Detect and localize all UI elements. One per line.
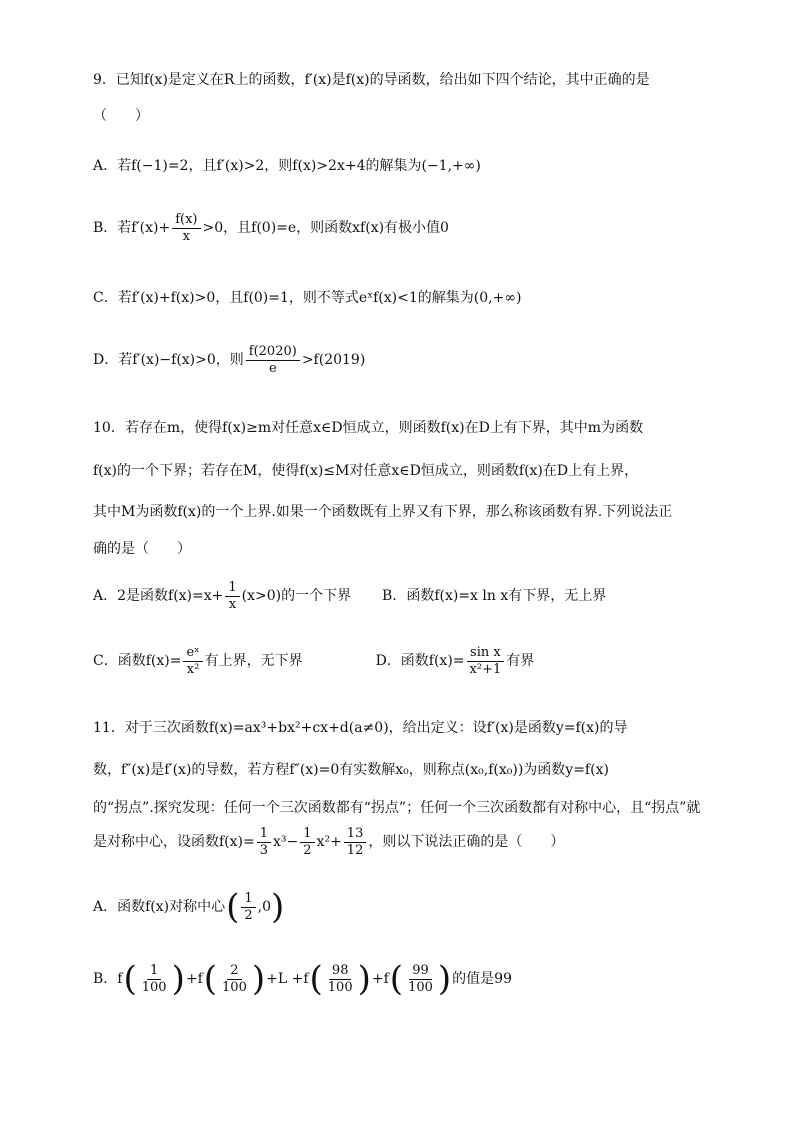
q10-option-d-post: 有界 bbox=[506, 653, 535, 670]
q11-option-a-post: ,0 bbox=[257, 898, 272, 915]
q9-option-b-pre: B．若f′(x)+ bbox=[93, 220, 171, 237]
q11-option-b-mid-2: +L +f bbox=[266, 971, 309, 987]
q11-line4-mid-1: x³− bbox=[273, 834, 299, 851]
fraction-denominator: x bbox=[228, 596, 237, 612]
q10-stem-line3: 其中M为函数f(x)的一个上界.如果一个函数既有上界又有下界，那么称该函数有界.下列说法正 bbox=[93, 504, 673, 520]
q11-option-b bbox=[93, 959, 724, 999]
fraction-numerator: 1 bbox=[300, 826, 314, 843]
q10-option-c-pre: C．函数f(x)= bbox=[93, 653, 182, 670]
fraction-numerator: 1 bbox=[241, 891, 255, 908]
q9-option-b-fraction bbox=[172, 212, 200, 244]
q11-option-b-post: 的值是99 bbox=[452, 971, 512, 987]
q11-line4-fraction-2 bbox=[300, 826, 314, 858]
q11-option-a-fraction bbox=[241, 891, 255, 923]
fraction-denominator: x² bbox=[186, 661, 200, 677]
q11-line4-fraction-1 bbox=[257, 826, 271, 858]
fraction-denominator: 100 bbox=[408, 979, 433, 995]
q11-option-b-term-1 bbox=[123, 959, 185, 999]
q11-option-b-term-3 bbox=[309, 959, 371, 999]
q11-line4-mid-2: x²+ bbox=[316, 834, 342, 851]
q10-option-c-fraction bbox=[183, 645, 202, 677]
fraction-denominator: 3 bbox=[259, 842, 269, 858]
q9-option-b-post: >0，且f(0)=e，则函数xf(x)有极小值0 bbox=[202, 220, 449, 237]
fraction-denominator: 2 bbox=[303, 842, 312, 858]
fraction-numerator: 13 bbox=[344, 826, 367, 843]
fraction-numerator: eˣ bbox=[183, 645, 202, 662]
q10-option-a-pre: A．2是函数f(x)=x+ bbox=[93, 588, 224, 605]
fraction-denominator: 100 bbox=[327, 979, 353, 995]
q10-stem-line1: 10．若存在m，使得f(x)≥m对任意x∈D恒成立，则函数f(x)在D上有下界，其中m为函数 bbox=[93, 420, 644, 436]
right-paren: ) bbox=[171, 959, 185, 999]
fraction-denominator: 100 bbox=[141, 979, 167, 995]
q11-option-a-pre: A．函数f(x)对称中心 bbox=[93, 899, 226, 915]
right-paren: ) bbox=[357, 959, 371, 999]
left-paren: ( bbox=[389, 959, 404, 999]
q9-option-d-fraction bbox=[246, 344, 300, 376]
q10-option-d-pre: D．函数f(x)= bbox=[375, 653, 465, 670]
q11-option-a-point bbox=[226, 887, 285, 927]
q11-option-b-mid-1: +f bbox=[185, 971, 203, 987]
fraction-numerator: 2 bbox=[227, 963, 241, 980]
q11-option-a bbox=[93, 887, 724, 927]
q10-option-c-post: 有上界，无下界 bbox=[204, 653, 303, 670]
q10-option-a bbox=[93, 580, 352, 612]
fraction-numerator: sin x bbox=[467, 645, 504, 662]
q11-line4-post: ，则以下说法正确的是（ ） bbox=[368, 834, 565, 851]
fraction-numerator: 1 bbox=[225, 580, 239, 597]
q9-option-c: C．若f′(x)+f(x)>0，且f(0)=1，则不等式eˣf(x)<1的解集为(0,+∞) bbox=[93, 290, 522, 306]
q11-option-b-fraction-3 bbox=[325, 963, 356, 995]
q9-option-d-pre: D．若f′(x)−f(x)>0，则 bbox=[93, 352, 244, 369]
right-paren: ) bbox=[437, 959, 452, 999]
fraction-numerator: 1 bbox=[257, 826, 271, 843]
q11-option-b-fraction-1 bbox=[139, 963, 170, 995]
right-paren: ) bbox=[271, 887, 285, 927]
fraction-denominator: e bbox=[268, 360, 277, 376]
q9-stem-line2: （ ） bbox=[93, 108, 149, 124]
fraction-denominator: 2 bbox=[244, 907, 253, 923]
q11-stem-line3: 的“拐点”.探究发现：任何一个三次函数都有“拐点”；任何一个三次函数都有对称中心，且“拐点”就 bbox=[93, 800, 701, 816]
fraction-denominator: 100 bbox=[222, 979, 247, 995]
q9-option-d bbox=[93, 344, 724, 376]
q10-option-d-fraction bbox=[467, 645, 505, 677]
fraction-numerator: 98 bbox=[329, 963, 352, 980]
q11-line4-pre: 是对称中心，设函数f(x)= bbox=[93, 834, 255, 851]
q10-option-a-post: (x>0)的一个下界 bbox=[241, 588, 352, 605]
q11-option-b-mid-3: +f bbox=[371, 971, 389, 987]
q11-option-b-fraction-4 bbox=[405, 963, 436, 995]
q11-option-b-term-2 bbox=[203, 959, 266, 999]
q10-option-d bbox=[375, 645, 535, 677]
q11-stem-line4 bbox=[93, 826, 724, 858]
left-paren: ( bbox=[203, 959, 218, 999]
fraction-denominator: x bbox=[182, 228, 191, 244]
q11-option-b-fraction-2 bbox=[219, 963, 250, 995]
left-paren: ( bbox=[226, 887, 240, 927]
fraction-numerator: 99 bbox=[409, 963, 432, 980]
left-paren: ( bbox=[123, 959, 137, 999]
q9-option-b bbox=[93, 212, 724, 244]
fraction-denominator: 12 bbox=[346, 842, 364, 858]
q10-stem-line4: 确的是（ ） bbox=[93, 541, 191, 557]
q10-option-c bbox=[93, 645, 303, 677]
left-paren: ( bbox=[309, 959, 323, 999]
q11-stem-line2: 数，f″(x)是f′(x)的导数，若方程f″(x)=0有实数解x₀，则称点(x₀,f(x₀))为函数y=f(x) bbox=[93, 762, 609, 778]
fraction-numerator: f(x) bbox=[172, 212, 200, 229]
right-paren: ) bbox=[251, 959, 266, 999]
q11-stem-line1: 11．对于三次函数f(x)=ax³+bx²+cx+d(a≠0)，给出定义：设f′(x)是函数y=f(x)的导 bbox=[93, 720, 628, 736]
q11-line4-fraction-3 bbox=[344, 826, 367, 858]
q10-option-cd-row bbox=[93, 645, 724, 677]
fraction-denominator: x²+1 bbox=[469, 661, 502, 677]
q9-stem-line1: 9．已知f(x)是定义在R上的函数，f′(x)是f(x)的导函数，给出如下四个结论，其中正确的是 bbox=[93, 72, 650, 88]
q10-option-a-fraction bbox=[225, 580, 239, 612]
q11-option-b-term-4 bbox=[389, 959, 452, 999]
q11-option-b-pre: B．f bbox=[93, 971, 123, 987]
fraction-numerator: f(2020) bbox=[246, 344, 300, 361]
q9-option-d-post: >f(2019) bbox=[301, 352, 366, 369]
q10-option-ab-row bbox=[93, 580, 724, 612]
q10-option-b: B．函数f(x)=x ln x有下界，无上界 bbox=[382, 588, 607, 605]
q10-stem-line2: f(x)的一个下界；若存在M，使得f(x)≤M对任意x∈D恒成立，则函数f(x)在D上有上界， bbox=[93, 463, 639, 479]
fraction-numerator: 1 bbox=[147, 963, 161, 980]
q9-option-a: A．若f(−1)=2，且f′(x)>2，则f(x)>2x+4的解集为(−1,+∞) bbox=[93, 158, 481, 174]
